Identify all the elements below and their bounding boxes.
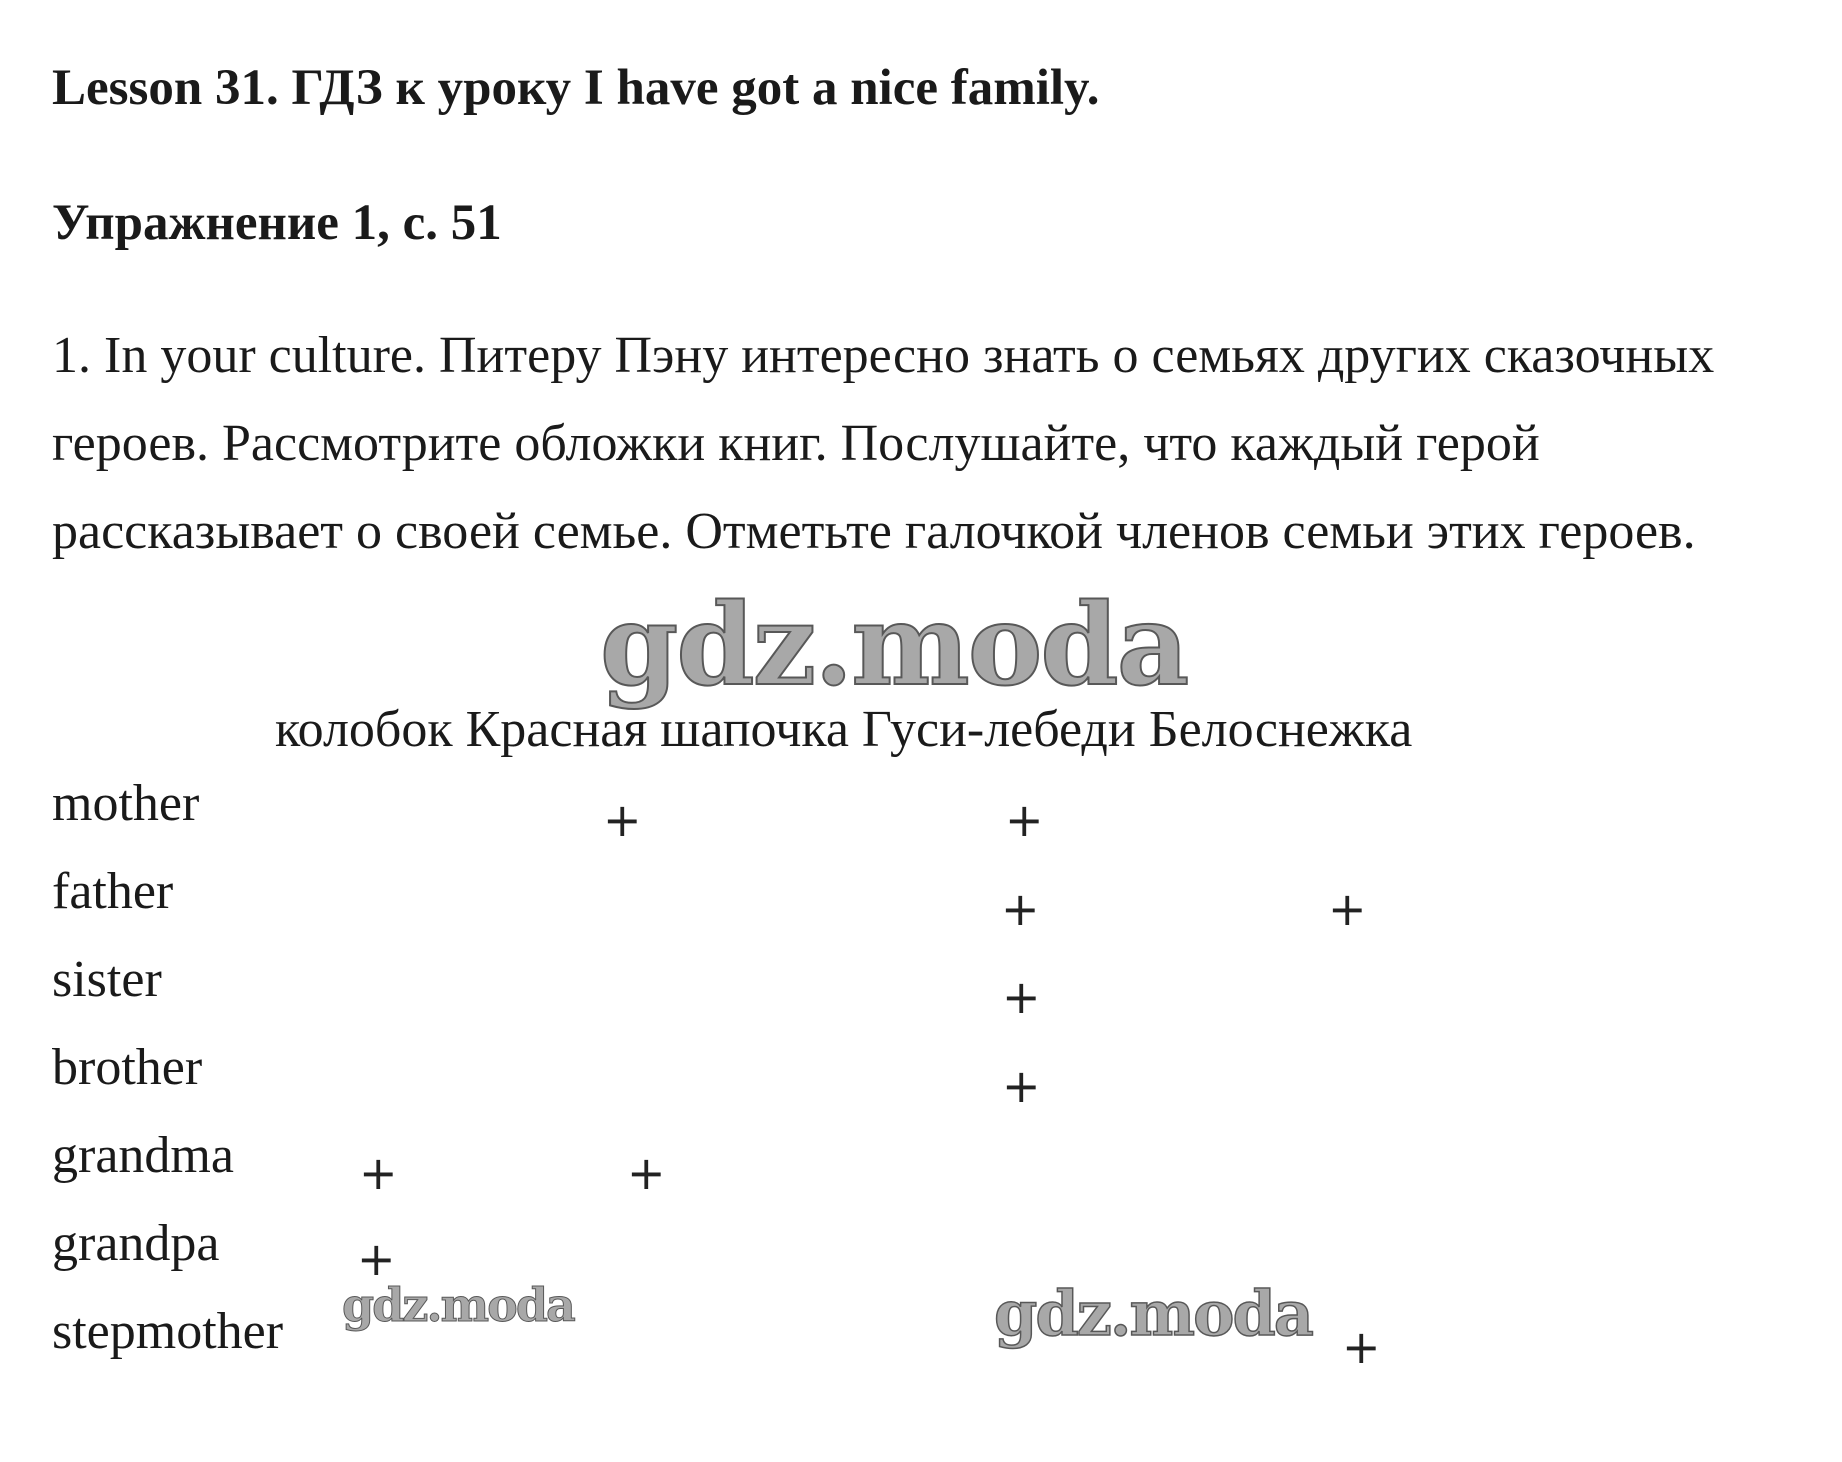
- row-label-grandma: grandma: [52, 1127, 234, 1184]
- row-label-sister: sister: [52, 951, 162, 1008]
- mark-grandma-red-riding-hood: +: [627, 1146, 666, 1200]
- task-text: 1. In your culture. Питеру Пэну интересно знать о семьях других сказочных героев. Рассмотрите обложки книг. Послушайте, что каждый герой рассказывает о своей семье. Отметьте галочкой членов семьи этих героев.: [52, 327, 1715, 560]
- column-headers: [275, 701, 1413, 758]
- watermark-small-left: gdz.moda: [342, 1278, 574, 1332]
- row-label-brother: brother: [52, 1039, 203, 1096]
- lesson-title: Lesson 31. ГДЗ к уроку I have got a nice family.: [52, 60, 1100, 116]
- column-header-geese-swans: Гуси-лебеди: [861, 701, 1136, 758]
- column-header-red-riding-hood: Красная шапочка: [465, 701, 849, 758]
- exercise-heading: Упражнение 1, с. 51: [52, 195, 502, 251]
- row-label-father: father: [52, 863, 174, 920]
- row-label-grandpa: grandpa: [52, 1215, 220, 1272]
- row-label-stepmother: stepmother: [52, 1303, 284, 1360]
- mark-brother-geese-swans: +: [1002, 1059, 1041, 1113]
- watermark-large: gdz.moda: [600, 580, 1188, 711]
- mark-stepmother-snow-white: +: [1342, 1320, 1381, 1374]
- column-header-snow-white: Белоснежка: [1148, 701, 1413, 758]
- mark-mother-red-riding-hood: +: [603, 793, 642, 847]
- row-label-mother: mother: [52, 775, 200, 832]
- mark-mother-geese-swans: +: [1005, 793, 1044, 847]
- column-header-kolobok: колобок: [275, 701, 453, 758]
- mark-grandpa-kolobok: +: [357, 1232, 396, 1286]
- mark-father-geese-swans: +: [1001, 882, 1040, 936]
- mark-grandma-kolobok: +: [359, 1146, 398, 1200]
- mark-sister-geese-swans: +: [1002, 970, 1041, 1024]
- watermark-small-right: gdz.moda: [994, 1277, 1312, 1350]
- mark-father-snow-white: +: [1328, 882, 1367, 936]
